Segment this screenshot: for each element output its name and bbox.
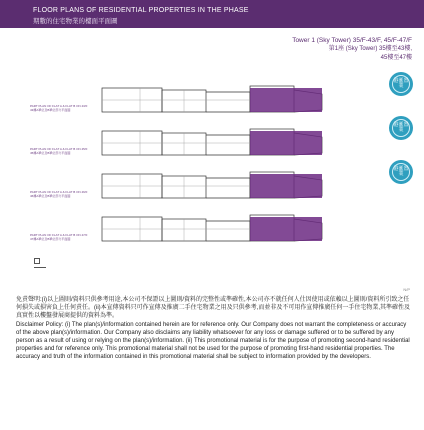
floor-plan-46 [30,166,390,204]
scale-legend-icon [34,258,40,264]
page-header [0,0,424,28]
floor-plan-drawing [100,80,332,118]
header-title-en: FLOOR PLANS OF RESIDENTIAL PROPERTIES IN THE PHASE [33,7,249,14]
floor-plan-label: PART PLAN OF FLAT A & FLAT B ON 45/F 45樓A單位及B單位部分平面圖 [30,147,88,155]
tower-line-zh2: 45樓至47樓 [380,55,412,61]
floor-plan-43 [30,80,390,118]
floor-plans [30,80,390,252]
floor-plan-label: PART PLAN OF FLAT A & FLAT B ON 46/F 46樓A單位及B單位部分平面圖 [30,190,88,198]
tower-line-en: Tower 1 (Sky Tower) 35/F-43/F, 45/F-47/F [292,37,412,44]
floor-plan-drawing [100,209,332,247]
scale-legend [34,258,48,272]
watermark-stamps [386,72,416,204]
floor-plan-label: PART PLAN OF FLAT A & FLAT B ON 43/F 43樓A單位及B單位部分平面圖 [30,104,88,112]
floor-plan-47 [30,209,390,247]
scale-bar [34,267,46,268]
floor-plan-drawing [100,123,332,161]
tower-line-zh1: 第1座 (Sky Tower) 35樓至43樓, [328,46,412,52]
watermark-stamp: 港滙置業 [389,116,413,140]
floor-plan-label: PART PLAN OF FLAT A & FLAT B ON 47/F 47樓A單位及B單位部分平面圖 [30,233,88,241]
header-title-zh: 期數的住宅物業的樓面平面圖 [33,18,118,25]
disclaimer-en: Disclaimer Policy: (i) The plan(s)/information contained herein are for reference only. Our Company does not warrant the completeness or accuracy of the above plan(s)/information. Our Company also disclaims any liability whatsoever for any loss or damage suffered or to be suffered by any person as a result of using or relying on the plan(s)/information. (ii) This promotional material is for the purpose of promoting second-hand residential properties and for reference only. This promotional material shall not be used for the purpose of promoting first-hand residential properties. The accuracy and truth of the information contained in this promotional material shall be subject to information provided by the developers. [16,321,410,361]
tower-info [292,36,412,63]
floor-plan-45 [30,123,390,161]
disclaimer [16,296,412,362]
watermark-stamp: 港滙置業 [389,72,413,96]
disclaimer-zh: 免責聲明:(i)以上圖則/資料只供參考用途,本公司不保證以上圖則/資料的完整性或準確性,本公司亦不就任何人仕因使用或依賴以上圖則/資料所引致之任何損失或損害負上任何責任。(ii)本宣傳資料只可作宣傳及推廣二手住宅物業之用及只供參考,而並非及不可用作宣傳推廣任何一手住宅物業,其準確性及真實性以樓盤發展商提供的資料為準。 [16,297,410,320]
page-number: N/P [403,287,410,292]
floor-plan-drawing [100,166,332,204]
watermark-stamp: 港滙置業 [389,160,413,184]
